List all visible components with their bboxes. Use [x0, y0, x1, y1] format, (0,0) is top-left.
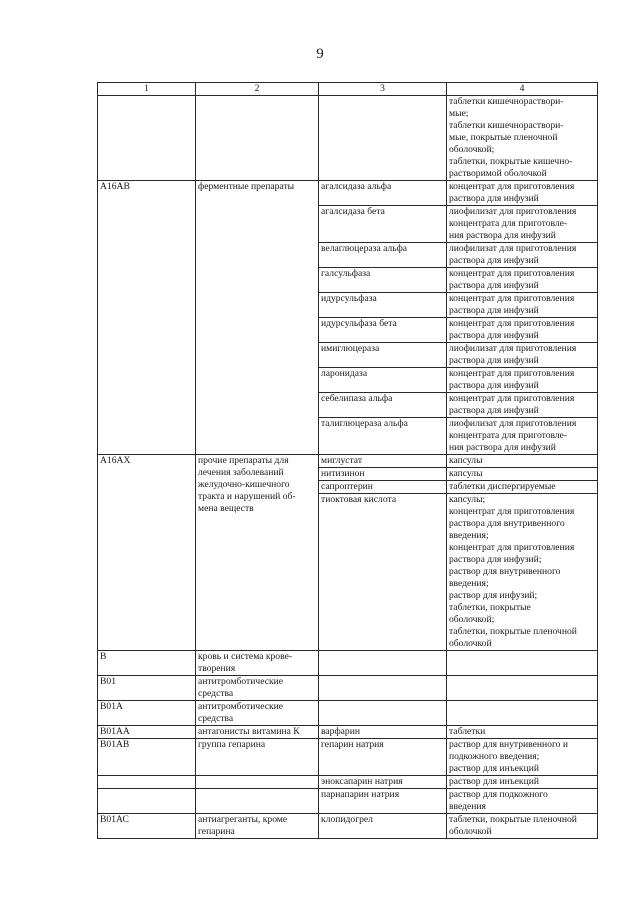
group-name-cell: прочие препараты для лечения заболеваний желудочно-кишечного тракта и нарушений об- мена веществ: [196, 455, 319, 651]
table-row: [98, 726, 598, 739]
dosage-form-cell: лиофилизат для приготовления раствора для инфузий: [447, 243, 598, 268]
group-name-cell: антагонисты витамина К: [196, 726, 319, 739]
dosage-form-cell: лиофилизат для приготовления концентрата для приготовле- ния раствора для инфузий: [447, 206, 598, 243]
drug-name-cell: гепарин натрия: [319, 739, 447, 776]
table-row: [98, 739, 598, 776]
table-row: [98, 789, 598, 814]
column-header-1: 1: [98, 83, 196, 96]
group-name-cell: ферментные препараты: [196, 181, 319, 455]
drug-name-cell: талиглюцераза альфа: [319, 418, 447, 455]
atc-code-cell: В01АС: [98, 814, 196, 839]
dosage-form-cell: раствор для внутривенного и подкожного введения; раствор для инъекций: [447, 739, 598, 776]
dosage-form-cell: таблетки, покрытые пленочной оболочкой: [447, 814, 598, 839]
atc-code-cell: В01АА: [98, 726, 196, 739]
dosage-form-cell: капсулы; концентрат для приготовления раствора для внутривенного введения; концентрат для приготовления раствора для инфузий; раствор для внутривенного введения; раствор для инфузий; таблетки, покрытые оболочкой; таблетки, покрытые пленочной оболочкой: [447, 494, 598, 651]
page-number: 9: [316, 46, 324, 62]
atc-code-cell: [98, 96, 196, 181]
dosage-form-cell: [447, 701, 598, 726]
group-name-cell: [196, 776, 319, 789]
atc-code-cell: А16АХ: [98, 455, 196, 651]
column-header-2: 2: [196, 83, 319, 96]
atc-code-cell: [98, 789, 196, 814]
table-row: [98, 701, 598, 726]
group-name-cell: [196, 96, 319, 181]
drug-name-cell: [319, 676, 447, 701]
table-row: [98, 651, 598, 676]
group-name-cell: антитромботические средства: [196, 701, 319, 726]
table-row: [98, 776, 598, 789]
table-row: [98, 814, 598, 839]
drug-name-cell: нитизинон: [319, 468, 447, 481]
drug-name-cell: парнапарин натрия: [319, 789, 447, 814]
drug-name-cell: галсульфаза: [319, 268, 447, 293]
group-name-cell: кровь и система крове- творения: [196, 651, 319, 676]
table-header-row: [98, 83, 598, 96]
dosage-form-cell: [447, 651, 598, 676]
drug-name-cell: клопидогрел: [319, 814, 447, 839]
drug-name-cell: [319, 96, 447, 181]
drug-name-cell: идурсульфаза: [319, 293, 447, 318]
atc-code-cell: В01А: [98, 701, 196, 726]
dosage-form-cell: таблетки: [447, 726, 598, 739]
table-row: [98, 455, 598, 468]
atc-code-cell: А16АВ: [98, 181, 196, 455]
dosage-form-cell: концентрат для приготовления раствора для инфузий: [447, 293, 598, 318]
dosage-form-cell: концентрат для приготовления раствора для инфузий: [447, 268, 598, 293]
group-name-cell: антиагреганты, кроме гепарина: [196, 814, 319, 839]
drug-name-cell: [319, 651, 447, 676]
table-row: [98, 676, 598, 701]
drug-name-cell: велаглюцераза альфа: [319, 243, 447, 268]
drug-name-cell: агалсидаза альфа: [319, 181, 447, 206]
drug-name-cell: [319, 701, 447, 726]
drug-name-cell: идурсульфаза бета: [319, 318, 447, 343]
drug-table: [97, 82, 598, 839]
drug-name-cell: эноксапарин натрия: [319, 776, 447, 789]
column-header-3: 3: [319, 83, 447, 96]
drug-name-cell: миглустат: [319, 455, 447, 468]
dosage-form-cell: концентрат для приготовления раствора для инфузий: [447, 318, 598, 343]
atc-code-cell: В01: [98, 676, 196, 701]
dosage-form-cell: капсулы: [447, 455, 598, 468]
dosage-form-cell: концентрат для приготовления раствора для инфузий: [447, 393, 598, 418]
dosage-form-cell: капсулы: [447, 468, 598, 481]
atc-code-cell: В: [98, 651, 196, 676]
dosage-form-cell: раствор для подкожного введения: [447, 789, 598, 814]
atc-code-cell: [98, 776, 196, 789]
drug-name-cell: сапроптерин: [319, 481, 447, 494]
column-header-4: 4: [447, 83, 598, 96]
dosage-form-cell: таблетки диспергируемые: [447, 481, 598, 494]
group-name-cell: группа гепарина: [196, 739, 319, 776]
dosage-form-cell: лиофилизат для приготовления раствора для инфузий: [447, 343, 598, 368]
dosage-form-cell: таблетки кишечнораствори- мые; таблетки кишечнораствори- мые, покрытые пленочной оболочкой; таблетки, покрытые кишечно- растворимой оболочкой: [447, 96, 598, 181]
drug-name-cell: себелипаза альфа: [319, 393, 447, 418]
dosage-form-cell: концентрат для приготовления раствора для инфузий: [447, 181, 598, 206]
dosage-form-cell: раствор для инъекций: [447, 776, 598, 789]
atc-code-cell: В01АВ: [98, 739, 196, 776]
table-row: [98, 181, 598, 206]
drug-name-cell: имиглюцераза: [319, 343, 447, 368]
dosage-form-cell: [447, 676, 598, 701]
dosage-form-cell: лиофилизат для приготовления концентрата для приготовле- ния раствора для инфузий: [447, 418, 598, 455]
drug-name-cell: варфарин: [319, 726, 447, 739]
group-name-cell: антитромботические средства: [196, 676, 319, 701]
dosage-form-cell: концентрат для приготовления раствора для инфузий: [447, 368, 598, 393]
table-row: [98, 96, 598, 181]
drug-name-cell: агалсидаза бета: [319, 206, 447, 243]
drug-name-cell: тиоктовая кислота: [319, 494, 447, 651]
group-name-cell: [196, 789, 319, 814]
drug-name-cell: ларонидаза: [319, 368, 447, 393]
